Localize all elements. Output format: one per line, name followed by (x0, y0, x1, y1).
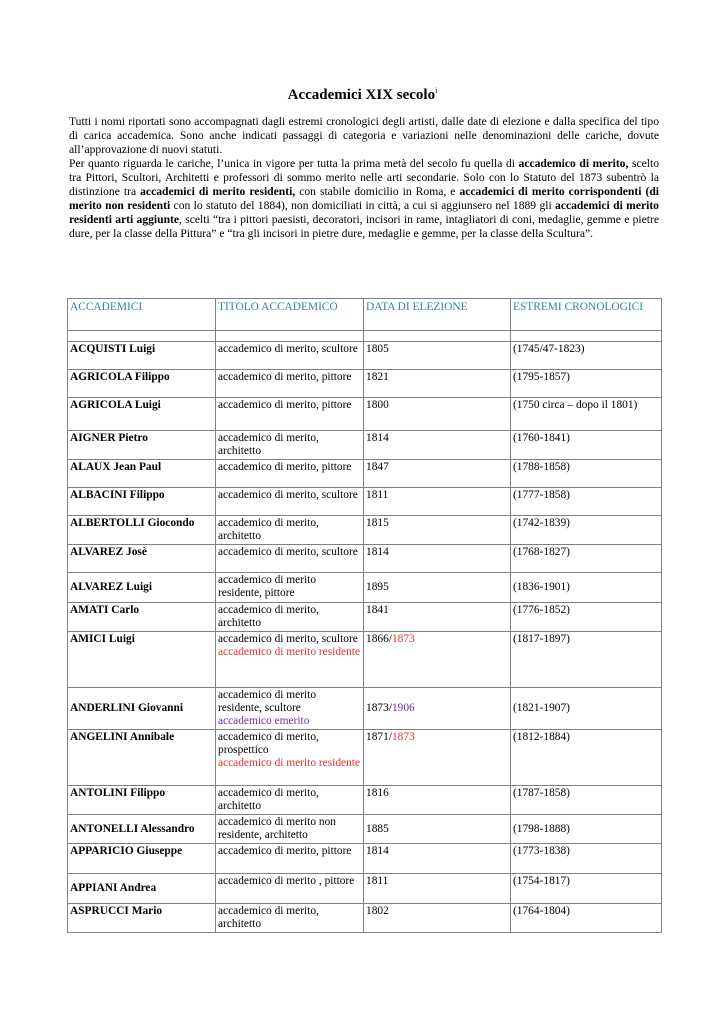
election-date: 1841 (366, 604, 389, 616)
academic-title-cell (216, 342, 364, 370)
life-dates: (1776-1852) (513, 604, 570, 616)
life-dates: (1821-1907) (513, 702, 570, 714)
election-date: 1800 (366, 399, 389, 411)
table-row (68, 632, 662, 688)
election-date: 1847 (366, 461, 389, 473)
academician-name-cell (68, 815, 216, 844)
academic-title: accademico di merito, pittore (218, 461, 352, 473)
election-date: 1814 (366, 432, 389, 444)
academic-title-secondary: accademico di merito residente (218, 646, 360, 658)
election-date: 1895 (366, 581, 389, 593)
academic-title: accademico di merito non residente, architetto (218, 816, 336, 841)
academic-title: accademico di merito, scultore (218, 633, 358, 645)
academicians-table (67, 298, 662, 933)
election-date-cell (364, 632, 511, 688)
election-date-cell (364, 488, 511, 516)
life-dates: (1750 circa – dopo il 1801) (513, 399, 638, 411)
election-date: 1871/ (366, 731, 392, 743)
academician-name: ANTONELLI Alessandro (70, 822, 195, 835)
election-date-secondary: 1873 (391, 633, 415, 645)
academic-title: accademico di merito, scultore (218, 343, 358, 355)
election-date: 1866/ (366, 633, 392, 645)
academician-name-cell (68, 632, 216, 688)
table-row (68, 516, 662, 545)
life-dates-cell (511, 573, 662, 603)
table-row (68, 904, 662, 933)
election-date-cell (364, 815, 511, 844)
life-dates: (1754-1817) (513, 875, 570, 887)
academician-name-cell (68, 545, 216, 573)
academician-name-cell (68, 342, 216, 370)
election-date: 1821 (366, 371, 389, 383)
election-date: 1873/ (366, 702, 392, 714)
spacer-cell (511, 331, 662, 342)
academic-title-cell (216, 730, 364, 786)
academician-name-cell (68, 460, 216, 488)
academic-title-cell (216, 431, 364, 460)
academic-title: accademico di merito, architetto (218, 604, 319, 629)
intro-text-run: con lo statuto del 1884), non domiciliati in città, a cui si aggiunsero nel 1889 gli (170, 199, 556, 212)
life-dates-cell (511, 786, 662, 815)
spacer-row (68, 331, 662, 342)
academic-title: accademico di merito, scultore (218, 546, 358, 558)
life-dates: (1798-1888) (513, 822, 570, 835)
intro-text-run: scelto tra Pittori, Scultori, Architetti e professori di sommo merito nelle arti secondarie. Solo con lo Statuto del 1873 subentrò la distinzione tra (69, 157, 660, 198)
intro-bold-run: accademici di merito residenti arti aggiunte (69, 199, 659, 226)
table-row (68, 688, 662, 730)
header-data-elezione: DATA DI ELEZIONE (364, 299, 511, 331)
election-date-cell (364, 573, 511, 603)
academician-name-cell (68, 488, 216, 516)
life-dates: (1795-1857) (513, 371, 570, 383)
election-date-cell (364, 874, 511, 904)
academician-name: ANGELINI Annibale (70, 731, 175, 743)
academician-name: AMATI Carlo (70, 604, 140, 616)
intro-bold-run: accademici di merito corrispondenti (di merito non residenti (69, 185, 659, 212)
election-date-cell (364, 460, 511, 488)
election-date-cell (364, 431, 511, 460)
life-dates: (1812-1884) (513, 731, 570, 743)
intro-text-run: Per quanto riguarda le cariche, l’unica in vigore per tutta la prima metà del secolo fu quella di (69, 157, 519, 170)
academic-title-cell (216, 488, 364, 516)
academician-name: ASPRUCCI Mario (70, 905, 163, 917)
academic-title-cell (216, 398, 364, 431)
life-dates: (1836-1901) (513, 581, 570, 593)
academic-title: accademico di merito, architetto (218, 432, 319, 457)
academic-title-cell (216, 786, 364, 815)
election-date-cell (364, 844, 511, 874)
life-dates: (1777-1858) (513, 489, 570, 501)
table-row (68, 545, 662, 573)
table-row (68, 844, 662, 874)
intro-text-run: con stabile domicilio in Roma, e (295, 185, 460, 198)
table-body (68, 331, 662, 933)
table-row (68, 874, 662, 904)
election-date-cell (364, 516, 511, 545)
header-titolo: TITOLO ACCADEMICO (216, 299, 364, 331)
academic-title: accademico di merito, pittore (218, 845, 352, 857)
life-dates-cell (511, 874, 662, 904)
academician-name: APPARICIO Giuseppe (70, 845, 183, 857)
spacer-cell (68, 331, 216, 342)
life-dates: (1745/47-1823) (513, 343, 585, 355)
life-dates-cell (511, 730, 662, 786)
election-date-cell (364, 398, 511, 431)
life-dates-cell (511, 488, 662, 516)
life-dates-cell (511, 545, 662, 573)
academic-title: accademico di merito residente, pittore (218, 574, 317, 599)
academician-name-cell (68, 786, 216, 815)
academician-name: ANDERLINI Giovanni (70, 702, 183, 714)
table-row (68, 342, 662, 370)
table-row (68, 730, 662, 786)
life-dates-cell (511, 342, 662, 370)
life-dates-cell (511, 815, 662, 844)
academic-title-cell (216, 844, 364, 874)
academic-title: accademico di merito, prospettico (218, 731, 319, 756)
academic-title-cell (216, 904, 364, 933)
academic-title: accademico di merito, pittore (218, 399, 352, 411)
life-dates-cell (511, 516, 662, 545)
election-date-cell (364, 342, 511, 370)
election-date: 1885 (366, 822, 389, 835)
life-dates-cell (511, 370, 662, 398)
life-dates-cell (511, 688, 662, 730)
life-dates: (1773-1838) (513, 845, 570, 857)
election-date: 1814 (366, 546, 389, 558)
intro-bold-run: accademici di merito residenti, (140, 185, 296, 198)
academic-title-cell (216, 688, 364, 730)
table-row (68, 431, 662, 460)
election-date: 1811 (366, 875, 389, 887)
academician-name: ANTOLINI Filippo (70, 787, 166, 799)
header-estremi: ESTREMI CRONOLOGICI (511, 299, 662, 331)
life-dates-cell (511, 460, 662, 488)
election-date-cell (364, 603, 511, 632)
life-dates: (1768-1827) (513, 546, 570, 558)
election-date-cell (364, 370, 511, 398)
academician-name-cell (68, 370, 216, 398)
academician-name: ALBERTOLLI Giocondo (70, 517, 195, 529)
table-row (68, 398, 662, 431)
academician-name-cell (68, 874, 216, 904)
academic-title-secondary: accademico di merito residente (218, 757, 360, 769)
table-header-row (68, 299, 662, 331)
academic-title-secondary: accademico emerito (218, 715, 310, 727)
academic-title: accademico di merito , pittore (218, 875, 355, 887)
election-date-cell (364, 545, 511, 573)
life-dates-cell (511, 431, 662, 460)
academician-name: ALVAREZ Josè (70, 546, 147, 558)
academician-name: AGRICOLA Filippo (70, 371, 170, 383)
election-date-cell (364, 786, 511, 815)
academic-title-cell (216, 573, 364, 603)
life-dates-cell (511, 603, 662, 632)
academic-title: accademico di merito, pittore (218, 371, 352, 383)
intro-bold-run: accademico di merito, (518, 157, 629, 170)
life-dates: (1788-1858) (513, 461, 570, 473)
academic-title-cell (216, 460, 364, 488)
academician-name-cell (68, 398, 216, 431)
election-date: 1805 (366, 343, 389, 355)
academic-title-cell (216, 874, 364, 904)
election-date-cell (364, 688, 511, 730)
title-footnote-mark[interactable]: i (435, 86, 438, 95)
life-dates: (1760-1841) (513, 432, 570, 444)
election-date-cell (364, 730, 511, 786)
academic-title-cell (216, 516, 364, 545)
table-row (68, 573, 662, 603)
academician-name: ACQUISTI Luigi (70, 343, 156, 355)
life-dates-cell (511, 398, 662, 431)
life-dates-cell (511, 632, 662, 688)
academic-title-cell (216, 815, 364, 844)
academician-name-cell (68, 688, 216, 730)
table-row (68, 786, 662, 815)
table-row (68, 603, 662, 632)
election-date: 1814 (366, 845, 389, 857)
academician-name-cell (68, 730, 216, 786)
life-dates-cell (511, 844, 662, 874)
academic-title: accademico di merito, architetto (218, 517, 319, 542)
life-dates: (1817-1897) (513, 633, 570, 645)
intro-text-run: , scelti “tra i pittori paesisti, decoratori, incisori in rame, intagliatori di coni, medaglie, gemme e pietre dure, per la classe della Pittura” e “tra gli incisori in pietre dure, medaglie e gemme, per la classe della Scultura”. (69, 213, 660, 240)
title-text: Accademici XIX secolo (287, 87, 436, 103)
life-dates: (1742-1839) (513, 517, 570, 529)
academic-title: accademico di merito, scultore (218, 489, 358, 501)
academician-name-cell (68, 516, 216, 545)
table-row (68, 488, 662, 516)
academician-name: AGRICOLA Luigi (70, 399, 161, 411)
page-title (0, 86, 725, 104)
academician-name: ALVAREZ Luigi (70, 581, 152, 593)
election-date: 1816 (366, 787, 389, 799)
election-date-secondary: 1873 (391, 731, 415, 743)
table-row (68, 370, 662, 398)
election-date-cell (364, 904, 511, 933)
intro-text (69, 115, 659, 241)
academician-name-cell (68, 431, 216, 460)
election-date: 1815 (366, 517, 389, 529)
table-row (68, 460, 662, 488)
academic-title: accademico di merito residente, scultore (218, 689, 317, 714)
academician-name: ALAUX Jean Paul (70, 461, 162, 473)
table-row (68, 815, 662, 844)
academic-title: accademico di merito, architetto (218, 787, 319, 812)
academician-name: AMICI Luigi (70, 633, 135, 645)
election-date-secondary: 1906 (391, 702, 415, 714)
academic-title-cell (216, 632, 364, 688)
academician-name: AIGNER Pietro (70, 432, 148, 444)
election-date: 1811 (366, 489, 389, 501)
academic-title-cell (216, 603, 364, 632)
academician-name: ALBACINI Filippo (70, 489, 165, 501)
header-accademici: ACCADEMICI (68, 299, 216, 331)
life-dates: (1787-1858) (513, 787, 570, 799)
life-dates: (1764-1804) (513, 905, 570, 917)
intro-paragraph-1: Tutti i nomi riportati sono accompagnati dagli estremi cronologici degli artisti, dalle date di elezione e dalla specifica del tipo di carica accademica. Sono anche indicati passaggi di categoria e variazioni nelle denominazioni delle cariche, dovute all’approvazione di nuovi statuti. (69, 115, 659, 156)
academic-title-cell (216, 545, 364, 573)
academician-name-cell (68, 573, 216, 603)
academician-name: APPIANI Andrea (70, 882, 157, 894)
academician-name-cell (68, 603, 216, 632)
academician-name-cell (68, 904, 216, 933)
spacer-cell (364, 331, 511, 342)
spacer-cell (216, 331, 364, 342)
academic-title-cell (216, 370, 364, 398)
life-dates-cell (511, 904, 662, 933)
academician-name-cell (68, 844, 216, 874)
intro-paragraph-2 (69, 157, 659, 241)
election-date: 1802 (366, 905, 389, 917)
academic-title: accademico di merito, architetto (218, 905, 319, 930)
